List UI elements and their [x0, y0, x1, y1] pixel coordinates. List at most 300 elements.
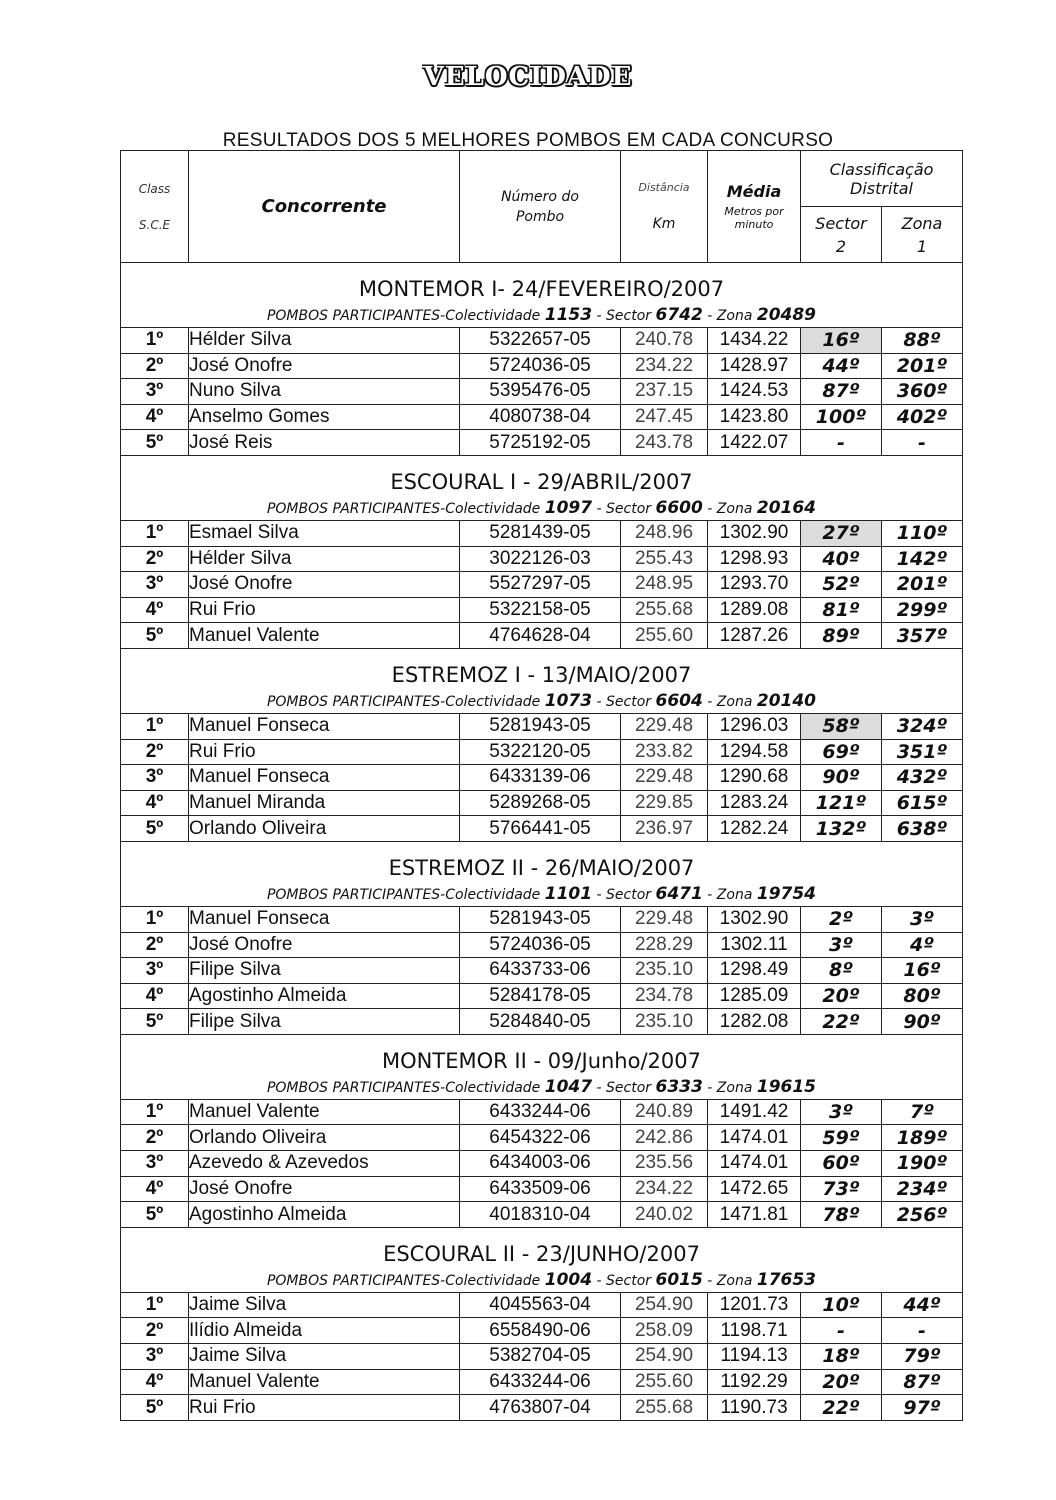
competitor-name: Filipe Silva	[189, 1009, 460, 1035]
colectividade-count: 1047	[544, 1076, 593, 1097]
table-row	[121, 958, 963, 984]
distance-km: 255.60	[621, 623, 708, 649]
pigeon-number: 5766441-05	[460, 816, 621, 842]
distance-km: 229.48	[621, 765, 708, 791]
header-media-label: Média	[726, 182, 782, 201]
competitor-name: Agostinho Almeida	[189, 983, 460, 1009]
average-speed: 1290.68	[708, 765, 801, 791]
header-sector-label: Sector	[815, 213, 867, 233]
pigeon-number: 4045563-04	[460, 1292, 621, 1318]
participants-row	[121, 1268, 963, 1293]
table-row	[121, 765, 963, 791]
header-zona	[882, 207, 963, 263]
zona-rank: 432º	[882, 765, 963, 791]
sector-label: - Sector	[596, 500, 652, 517]
sector-label: - Sector	[596, 308, 652, 324]
header-class	[121, 151, 189, 263]
pigeon-number: 5322120-05	[460, 739, 621, 765]
pigeon-number: 4764628-04	[460, 623, 621, 649]
distance-km: 248.95	[621, 572, 708, 598]
competitor-name: Orlando Oliveira	[189, 1125, 460, 1151]
distance-km: 235.56	[621, 1151, 708, 1177]
average-speed: 1298.93	[708, 546, 801, 572]
competitor-name: Azevedo & Azevedos	[189, 1151, 460, 1177]
rank-cell: 4º	[121, 790, 189, 816]
competitor-name: Manuel Valente	[189, 1099, 460, 1125]
sector-rank: 44º	[801, 353, 882, 379]
zona-rank: 16º	[882, 958, 963, 984]
zona-rank: 4º	[882, 932, 963, 958]
competitor-name: Jaime Silva	[189, 1292, 460, 1318]
average-speed: 1296.03	[708, 713, 801, 739]
competitor-name: Agostinho Almeida	[189, 1202, 460, 1228]
competitor-name: Hélder Silva	[189, 328, 460, 354]
distance-km: 229.85	[621, 790, 708, 816]
pigeon-number: 6558490-06	[460, 1318, 621, 1344]
distance-km: 258.09	[621, 1318, 708, 1344]
rank-cell: 2º	[121, 932, 189, 958]
pigeon-number: 5284178-05	[460, 983, 621, 1009]
table-row	[121, 713, 963, 739]
distance-km: 234.22	[621, 353, 708, 379]
rank-cell: 4º	[121, 983, 189, 1009]
sector-rank: 20º	[801, 1369, 882, 1395]
table-row	[121, 623, 963, 649]
table-row	[121, 1202, 963, 1228]
sector-rank: -	[801, 430, 882, 456]
table-row	[121, 1344, 963, 1370]
table-body	[121, 263, 963, 1421]
contest-title-row	[121, 1227, 963, 1268]
zona-rank: 87º	[882, 1369, 963, 1395]
zona-rank: 360º	[882, 379, 963, 405]
distance-km: 236.97	[621, 816, 708, 842]
contest-title: ESCOURAL I - 29/ABRIL/2007	[121, 455, 963, 496]
average-speed: 1423.80	[708, 404, 801, 430]
competitor-name: Manuel Miranda	[189, 790, 460, 816]
header-zona-label: Zona	[901, 213, 943, 233]
sector-rank: 132º	[801, 816, 882, 842]
header-distancia	[621, 151, 708, 263]
rank-cell: 5º	[121, 430, 189, 456]
rank-cell: 5º	[121, 623, 189, 649]
contest-title-row	[121, 841, 963, 882]
pigeon-number: 5724036-05	[460, 932, 621, 958]
distance-km: 242.86	[621, 1125, 708, 1151]
rank-cell: 3º	[121, 379, 189, 405]
sector-rank: 40º	[801, 546, 882, 572]
average-speed: 1194.13	[708, 1344, 801, 1370]
table-row	[121, 597, 963, 623]
sector-rank: -	[801, 1318, 882, 1344]
sector-rank: 22º	[801, 1395, 882, 1421]
sector-rank: 100º	[801, 404, 882, 430]
rank-cell: 1º	[121, 713, 189, 739]
contest-title: MONTEMOR II - 09/Junho/2007	[121, 1034, 963, 1075]
zona-rank: 3º	[882, 906, 963, 932]
table-row	[121, 1292, 963, 1318]
competitor-name: Manuel Fonseca	[189, 906, 460, 932]
page-subtitle: RESULTADOS DOS 5 MELHORES POMBOS EM CADA CONCURSO	[222, 130, 834, 151]
competitor-name: José Reis	[189, 430, 460, 456]
table-row	[121, 983, 963, 1009]
rank-cell: 5º	[121, 1395, 189, 1421]
pigeon-number: 6433139-06	[460, 765, 621, 791]
average-speed: 1285.09	[708, 983, 801, 1009]
pigeon-number: 6433733-06	[460, 958, 621, 984]
contest-title: ESCOURAL II - 23/JUNHO/2007	[121, 1227, 963, 1268]
table-row	[121, 1009, 963, 1035]
pigeon-number: 5725192-05	[460, 430, 621, 456]
rank-cell: 2º	[121, 1125, 189, 1151]
header-distrital-label: Distrital	[850, 178, 913, 198]
table-row	[121, 1151, 963, 1177]
table-row	[121, 328, 963, 354]
distance-km: 255.68	[621, 1395, 708, 1421]
zona-rank: 80º	[882, 983, 963, 1009]
sector-count: 6333	[655, 1076, 703, 1097]
header-sector	[801, 207, 882, 263]
competitor-name: Anselmo Gomes	[189, 404, 460, 430]
average-speed: 1282.24	[708, 816, 801, 842]
rank-cell: 1º	[121, 1099, 189, 1125]
zona-rank: 97º	[882, 1395, 963, 1421]
average-speed: 1192.29	[708, 1369, 801, 1395]
distance-km: 240.89	[621, 1099, 708, 1125]
header-sector-number: 2	[835, 236, 847, 256]
zona-rank: 299º	[882, 597, 963, 623]
table-row	[121, 546, 963, 572]
colectividade-count: 1097	[544, 497, 593, 518]
pigeon-number: 6433244-06	[460, 1099, 621, 1125]
rank-cell: 3º	[121, 1151, 189, 1177]
header-zona-number: 1	[916, 236, 928, 256]
rank-cell: 1º	[121, 520, 189, 546]
average-speed: 1302.90	[708, 906, 801, 932]
competitor-name: Manuel Fonseca	[189, 765, 460, 791]
participants-label: POMBOS PARTICIPANTES-Colectividade	[266, 500, 541, 517]
sector-count: 6471	[655, 883, 703, 904]
table-row	[121, 790, 963, 816]
zona-rank: 44º	[882, 1292, 963, 1318]
pigeon-number: 6433509-06	[460, 1176, 621, 1202]
sector-label: - Sector	[596, 1079, 652, 1096]
average-speed: 1293.70	[708, 572, 801, 598]
rank-cell: 4º	[121, 597, 189, 623]
zona-rank: 189º	[882, 1125, 963, 1151]
competitor-name: Rui Frio	[189, 597, 460, 623]
table-row	[121, 1125, 963, 1151]
zona-count: 20164	[756, 497, 817, 518]
distance-km: 240.78	[621, 328, 708, 354]
sector-label: - Sector	[596, 886, 652, 903]
average-speed: 1302.11	[708, 932, 801, 958]
header-numero-label: Número do	[501, 188, 579, 205]
average-speed: 1283.24	[708, 790, 801, 816]
participants-label: POMBOS PARTICIPANTES-Colectividade	[266, 693, 541, 710]
distance-km: 240.02	[621, 1202, 708, 1228]
sector-rank: 52º	[801, 572, 882, 598]
pigeon-number: 6454322-06	[460, 1125, 621, 1151]
competitor-name: José Onofre	[189, 353, 460, 379]
participants-label: POMBOS PARTICIPANTES-Colectividade	[266, 1079, 541, 1096]
distance-km: 234.78	[621, 983, 708, 1009]
distance-km: 243.78	[621, 430, 708, 456]
distance-km: 237.15	[621, 379, 708, 405]
zona-rank: 351º	[882, 739, 963, 765]
header-media	[708, 151, 801, 263]
participants-row	[121, 689, 963, 714]
participants-row	[121, 1075, 963, 1100]
competitor-name: Hélder Silva	[189, 546, 460, 572]
zona-rank: -	[882, 430, 963, 456]
zona-label: - Zona	[707, 1079, 753, 1096]
distance-km: 254.90	[621, 1292, 708, 1318]
rank-cell: 3º	[121, 572, 189, 598]
zona-label: - Zona	[707, 308, 753, 324]
competitor-name: Jaime Silva	[189, 1344, 460, 1370]
zona-rank: 7º	[882, 1099, 963, 1125]
header-metros-label: Metros por	[724, 205, 784, 218]
zona-rank: 234º	[882, 1176, 963, 1202]
participants-label: POMBOS PARTICIPANTES-Colectividade	[266, 886, 541, 903]
competitor-name: Orlando Oliveira	[189, 816, 460, 842]
participants-label: POMBOS PARTICIPANTES-Colectividade	[266, 1272, 541, 1289]
participants-row	[121, 496, 963, 521]
pigeon-number: 6433244-06	[460, 1369, 621, 1395]
sector-rank: 60º	[801, 1151, 882, 1177]
header-sce-label: S.C.E	[138, 217, 171, 232]
rank-cell: 2º	[121, 546, 189, 572]
zona-count: 20140	[756, 690, 817, 711]
pigeon-number: 5395476-05	[460, 379, 621, 405]
rank-cell: 5º	[121, 816, 189, 842]
header-classificacao	[801, 151, 963, 207]
zona-label: - Zona	[707, 886, 753, 903]
table-row	[121, 572, 963, 598]
rank-cell: 4º	[121, 1176, 189, 1202]
sector-rank: 2º	[801, 906, 882, 932]
zona-count: 17653	[756, 1269, 817, 1290]
rank-cell: 1º	[121, 1292, 189, 1318]
competitor-name: José Onofre	[189, 1176, 460, 1202]
zona-rank: 201º	[882, 572, 963, 598]
rank-cell: 5º	[121, 1202, 189, 1228]
sector-rank: 8º	[801, 958, 882, 984]
sector-rank: 16º	[801, 328, 882, 354]
table-row	[121, 906, 963, 932]
colectividade-count: 1153	[544, 305, 593, 325]
zona-count: 19615	[756, 1076, 817, 1097]
pigeon-number: 4080738-04	[460, 404, 621, 430]
sector-rank: 58º	[801, 713, 882, 739]
pigeon-number: 3022126-03	[460, 546, 621, 572]
average-speed: 1190.73	[708, 1395, 801, 1421]
sector-rank: 81º	[801, 597, 882, 623]
average-speed: 1422.07	[708, 430, 801, 456]
table-row	[121, 932, 963, 958]
sector-rank: 121º	[801, 790, 882, 816]
competitor-name: Manuel Fonseca	[189, 713, 460, 739]
average-speed: 1198.71	[708, 1318, 801, 1344]
header-numero-pombo	[460, 151, 621, 263]
header-pombo-label: Pombo	[515, 208, 565, 225]
competitor-name: Manuel Valente	[189, 623, 460, 649]
zona-rank: 79º	[882, 1344, 963, 1370]
sector-rank: 3º	[801, 1099, 882, 1125]
zona-rank: 90º	[882, 1009, 963, 1035]
zona-label: - Zona	[707, 693, 753, 710]
sector-rank: 73º	[801, 1176, 882, 1202]
average-speed: 1282.08	[708, 1009, 801, 1035]
distance-km: 235.10	[621, 958, 708, 984]
sector-rank: 18º	[801, 1344, 882, 1370]
zona-rank: 357º	[882, 623, 963, 649]
competitor-name: Filipe Silva	[189, 958, 460, 984]
pigeon-number: 4763807-04	[460, 1395, 621, 1421]
competitor-name: Rui Frio	[189, 739, 460, 765]
pigeon-number: 5382704-05	[460, 1344, 621, 1370]
average-speed: 1471.81	[708, 1202, 801, 1228]
rank-cell: 2º	[121, 1318, 189, 1344]
sector-rank: 27º	[801, 520, 882, 546]
zona-rank: 201º	[882, 353, 963, 379]
table-row	[121, 1176, 963, 1202]
distance-km: 229.48	[621, 713, 708, 739]
competitor-name: Ilídio Almeida	[189, 1318, 460, 1344]
sector-rank: 69º	[801, 739, 882, 765]
participants-info	[121, 1075, 963, 1100]
sector-count: 6600	[655, 497, 703, 518]
zona-count: 20489	[756, 305, 817, 325]
average-speed: 1424.53	[708, 379, 801, 405]
sector-rank: 89º	[801, 623, 882, 649]
distance-km: 248.96	[621, 520, 708, 546]
contest-title-row	[121, 263, 963, 304]
competitor-name: Esmael Silva	[189, 520, 460, 546]
competitor-name: Nuno Silva	[189, 379, 460, 405]
zona-label: - Zona	[707, 1272, 753, 1289]
table-row	[121, 379, 963, 405]
colectividade-count: 1073	[544, 690, 593, 711]
rank-cell: 3º	[121, 1344, 189, 1370]
distance-km: 254.90	[621, 1344, 708, 1370]
rank-cell: 4º	[121, 404, 189, 430]
contest-title-row	[121, 1034, 963, 1075]
distance-km: 255.43	[621, 546, 708, 572]
logo-velocidade: VELOCIDADE	[423, 62, 633, 92]
rank-cell: 1º	[121, 328, 189, 354]
header-distancia-label: Distância	[638, 181, 690, 194]
sector-rank: 10º	[801, 1292, 882, 1318]
participants-row	[121, 882, 963, 907]
zona-label: - Zona	[707, 500, 753, 517]
zona-rank: 402º	[882, 404, 963, 430]
pigeon-number: 6434003-06	[460, 1151, 621, 1177]
table-row	[121, 520, 963, 546]
distance-km: 255.60	[621, 1369, 708, 1395]
pigeon-number: 5281943-05	[460, 713, 621, 739]
sector-rank: 3º	[801, 932, 882, 958]
table-row	[121, 739, 963, 765]
table-row	[121, 353, 963, 379]
sector-rank: 59º	[801, 1125, 882, 1151]
contest-title: ESTREMOZ II - 26/MAIO/2007	[121, 841, 963, 882]
distance-km: 229.48	[621, 906, 708, 932]
average-speed: 1201.73	[708, 1292, 801, 1318]
zona-rank: -	[882, 1318, 963, 1344]
average-speed: 1428.97	[708, 353, 801, 379]
zona-rank: 110º	[882, 520, 963, 546]
rank-cell: 1º	[121, 906, 189, 932]
rank-cell: 2º	[121, 739, 189, 765]
participants-info	[121, 1268, 963, 1293]
contest-title: ESTREMOZ I - 13/MAIO/2007	[121, 648, 963, 689]
distance-km: 228.29	[621, 932, 708, 958]
distance-km: 233.82	[621, 739, 708, 765]
sector-rank: 87º	[801, 379, 882, 405]
table-header	[121, 151, 963, 263]
pigeon-number: 5281943-05	[460, 906, 621, 932]
zona-rank: 256º	[882, 1202, 963, 1228]
table-row	[121, 1318, 963, 1344]
distance-km: 255.68	[621, 597, 708, 623]
competitor-name: José Onofre	[189, 572, 460, 598]
table-row	[121, 816, 963, 842]
header-classificacao-label: Classificação	[829, 159, 934, 179]
distance-km: 235.10	[621, 1009, 708, 1035]
participants-info	[121, 303, 963, 328]
pigeon-number: 5527297-05	[460, 572, 621, 598]
pigeon-number: 5724036-05	[460, 353, 621, 379]
average-speed: 1474.01	[708, 1151, 801, 1177]
contest-title-row	[121, 648, 963, 689]
zona-rank: 324º	[882, 713, 963, 739]
sector-label: - Sector	[596, 1272, 652, 1289]
results-table	[120, 150, 963, 1421]
table-row	[121, 430, 963, 456]
rank-cell: 3º	[121, 958, 189, 984]
participants-info	[121, 496, 963, 521]
zona-rank: 88º	[882, 328, 963, 354]
participants-info	[121, 689, 963, 714]
sector-rank: 90º	[801, 765, 882, 791]
pigeon-number: 5322657-05	[460, 328, 621, 354]
zona-rank: 615º	[882, 790, 963, 816]
colectividade-count: 1101	[544, 883, 593, 904]
participants-row	[121, 303, 963, 328]
rank-cell: 2º	[121, 353, 189, 379]
sector-rank: 22º	[801, 1009, 882, 1035]
pigeon-number: 4018310-04	[460, 1202, 621, 1228]
average-speed: 1298.49	[708, 958, 801, 984]
zona-rank: 638º	[882, 816, 963, 842]
rank-cell: 3º	[121, 765, 189, 791]
rank-cell: 5º	[121, 1009, 189, 1035]
table-row	[121, 1395, 963, 1421]
header-class-label: Class	[138, 181, 171, 196]
average-speed: 1491.42	[708, 1099, 801, 1125]
sector-count: 6742	[655, 305, 703, 325]
average-speed: 1302.90	[708, 520, 801, 546]
pigeon-number: 5322158-05	[460, 597, 621, 623]
average-speed: 1294.58	[708, 739, 801, 765]
distance-km: 247.45	[621, 404, 708, 430]
participants-label: POMBOS PARTICIPANTES-Colectividade	[266, 308, 541, 324]
sector-count: 6015	[655, 1269, 703, 1290]
zona-rank: 142º	[882, 546, 963, 572]
average-speed: 1287.26	[708, 623, 801, 649]
